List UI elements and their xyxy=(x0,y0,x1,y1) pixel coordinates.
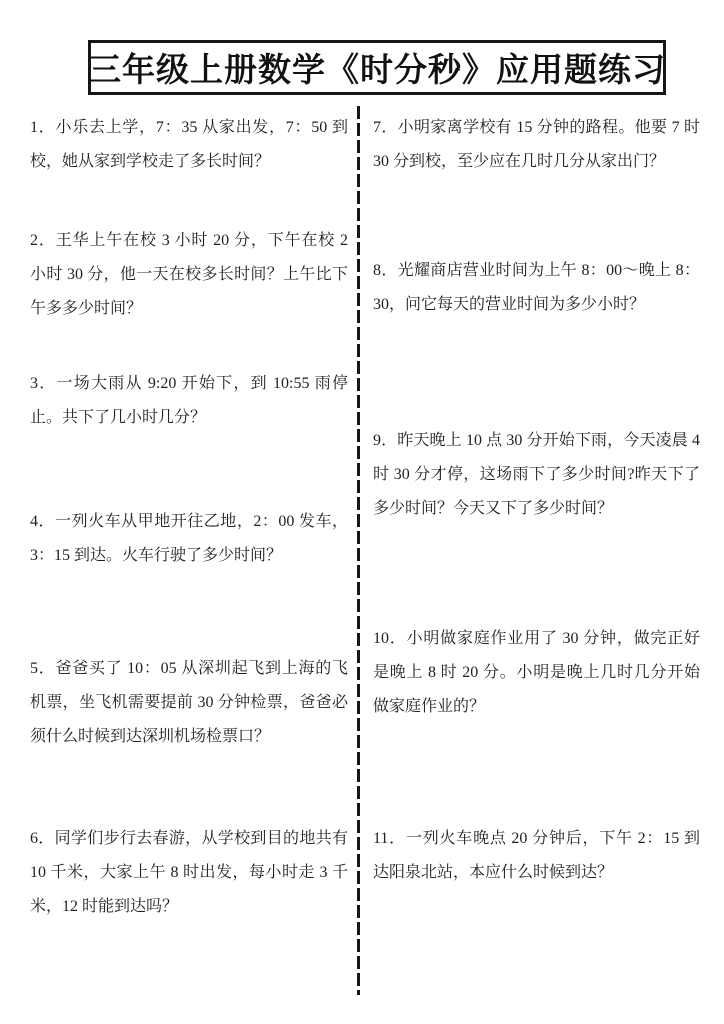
question-6: 6．同学们步行去春游，从学校到目的地共有 10 千米，大家上午 8 时出发，每小时走 3 千米，12 时能到达吗？ xyxy=(30,830,348,915)
question-9: 9．昨天晚上 10 点 30 分开始下雨，今天凌晨 4 时 30 分才停，这场雨下了多少时间?昨天下了多少时间？今天又下了多少时间？ xyxy=(373,432,700,517)
question-8: 8．光耀商店营业时间为上午 8：00～晚上 8：30，问它每天的营业时间为多少小时？ xyxy=(373,262,700,313)
question-5: 5．爸爸买了 10：05 从深圳起飞到上海的飞机票，坐飞机需要提前 30 分钟检票，爸爸必须什么时候到达深圳机场检票口？ xyxy=(30,660,348,745)
left-column xyxy=(30,0,348,1024)
question-4: 4．一列火车从甲地开往乙地，2：00 发车，3：15 到达。火车行驶了多少时间？ xyxy=(30,513,348,564)
column-divider xyxy=(357,106,360,995)
question-3: 3．一场大雨从 9:20 开始下，到 10:55 雨停止。共下了几小时几分？ xyxy=(30,375,348,426)
question-2: 2．王华上午在校 3 小时 20 分，下午在校 2 小时 30 分，他一天在校多长时间？上午比下午多多少时间？ xyxy=(30,232,348,317)
question-11: 11．一列火车晚点 20 分钟后，下午 2：15 到达阳泉北站，本应什么时候到达？ xyxy=(373,830,700,881)
worksheet-title: 三年级上册数学《时分秒》应用题练习 xyxy=(88,51,666,88)
question-1: 1．小乐去上学，7：35 从家出发，7：50 到校，她从家到学校走了多长时间？ xyxy=(30,119,348,170)
question-7: 7．小明家离学校有 15 分钟的路程。他要 7 时 30 分到校，至少应在几时几分从家出门？ xyxy=(373,119,700,170)
question-10: 10．小明做家庭作业用了 30 分钟，做完正好是晚上 8 时 20 分。小明是晚上几时几分开始做家庭作业的？ xyxy=(373,630,700,715)
right-column xyxy=(373,0,700,1024)
